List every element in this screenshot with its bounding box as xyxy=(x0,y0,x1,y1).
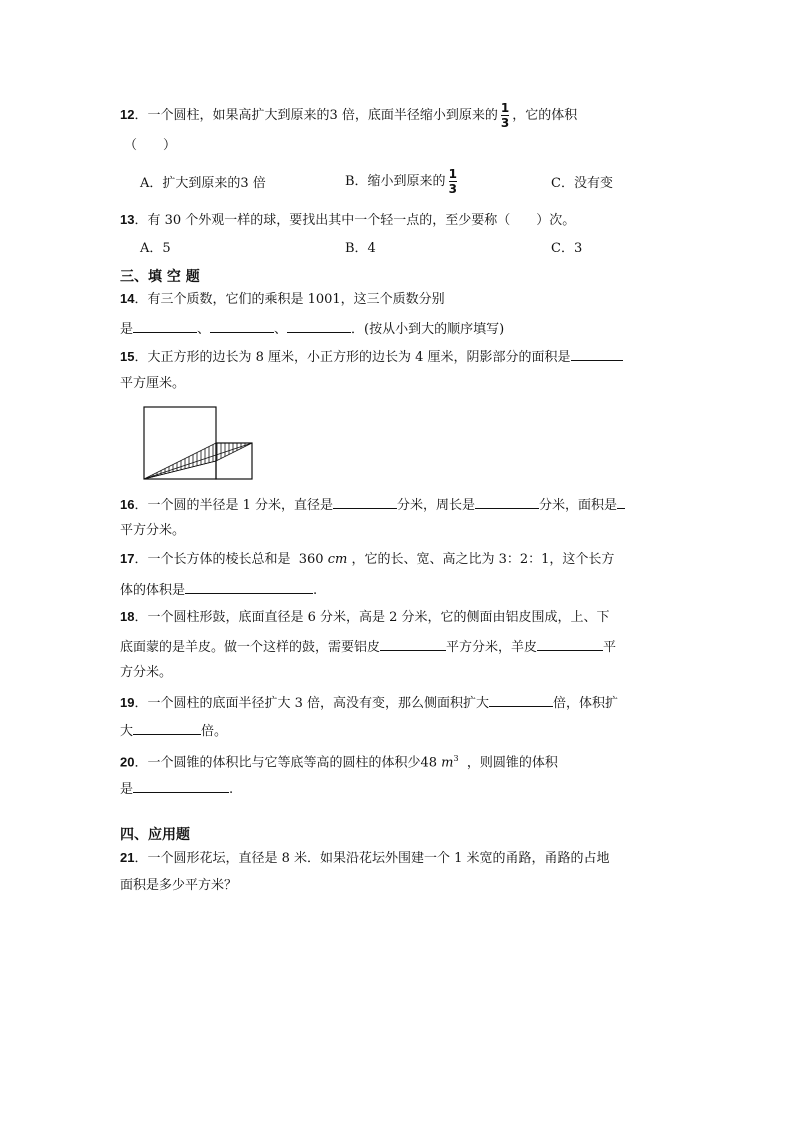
q19-line2: 大 倍。 xyxy=(120,720,227,741)
q15-text: ．大正方形的边长为 8 厘米，小正方形的边长为 4 厘米，阴影部分的面积是 xyxy=(134,350,571,365)
section-heading: 三、填 空 题 xyxy=(120,269,200,285)
question-number: 19 xyxy=(120,695,135,710)
q12-line1 xyxy=(120,102,577,129)
answer-blank[interactable] xyxy=(617,494,625,509)
answer-blank[interactable] xyxy=(287,318,351,333)
answer-paren[interactable]: （ ） xyxy=(124,138,177,153)
q16-line2: 平方分米。 xyxy=(120,523,186,538)
answer-blank[interactable] xyxy=(537,636,603,651)
answer-blank[interactable] xyxy=(133,318,197,333)
q18-line2: 底面蒙的是羊皮。做一个这样的鼓，需要铝皮 平方分米，羊皮 平 xyxy=(120,636,616,657)
q15-line2: 平方厘米。 xyxy=(120,376,186,391)
answer-blank[interactable] xyxy=(333,494,397,509)
answer-blank[interactable] xyxy=(380,636,446,651)
question-number: 16 xyxy=(120,497,135,512)
q14-line1 xyxy=(120,290,445,309)
q18-line1: 18．一个圆柱形鼓，底面直径是 6 分米，高是 2 分米，它的侧面由铝皮围成，上、下 xyxy=(120,609,610,625)
question-number: 12 xyxy=(120,107,135,122)
answer-blank[interactable] xyxy=(489,692,553,707)
question-number: 15 xyxy=(120,349,135,364)
question-number: 18 xyxy=(120,609,135,624)
q15-line1 xyxy=(120,346,623,367)
q21-line2: 面积是多少平方米？ xyxy=(120,878,238,893)
q18-line3: 方分米。 xyxy=(120,665,173,680)
q20-line1: 20．一个圆锥的体积比与它等底等高的圆柱的体积少48 $m^3$ ，则圆锥的体积 xyxy=(120,754,558,771)
question-number: 20 xyxy=(120,754,135,770)
section-heading: 四、应用题 xyxy=(120,827,190,843)
option-a[interactable]: A．扩大到原来的3 倍 xyxy=(140,176,266,191)
answer-blank[interactable] xyxy=(475,494,539,509)
question-number: 13 xyxy=(120,212,135,227)
q16-line1: 16．一个圆的半径是 1 分米，直径是 分米，周长是 分米，面积是 xyxy=(120,494,625,515)
answer-blank[interactable] xyxy=(210,318,274,333)
q14-line2: 是 、 、 ．(按从小到大的顺序填写) xyxy=(120,318,504,339)
option-c[interactable]: C．没有变 xyxy=(551,176,613,191)
answer-blank[interactable] xyxy=(571,346,623,361)
fraction-one-third: $\frac{1}{3}$ xyxy=(448,167,457,196)
q12-text-end: ，它的体积 xyxy=(512,108,578,123)
question-number: 17 xyxy=(120,551,135,566)
q17-line1: 17．一个长方体的棱长总和是 360 cm ，它的长、宽、高之比为 3：2：1，这个长方 xyxy=(120,551,615,567)
answer-blank[interactable] xyxy=(133,720,201,735)
q20-line2: 是 . xyxy=(120,778,233,799)
q21-line1: 21．一个圆形花坛，直径是 8 米．如果沿花坛外围建一个 1 米宽的甬路，甬路的占地 xyxy=(120,850,610,866)
q17-line2: 体的体积是 . xyxy=(120,579,317,600)
option-b[interactable]: B．4 xyxy=(345,241,376,256)
answer-blank[interactable] xyxy=(133,778,229,793)
squares-figure xyxy=(140,403,256,485)
option-a[interactable]: A．5 xyxy=(140,241,171,256)
q14-text: ．有三个质数，它们的乘积是 1001，这三个质数分别 xyxy=(134,292,445,307)
q19-line1: 19．一个圆柱的底面半径扩大 3 倍，高没有变，那么侧面积扩大 倍，体积扩 xyxy=(120,692,618,713)
q13-line1 xyxy=(120,211,575,230)
option-b[interactable]: B．缩小到原来的 $\frac{1}{3}$ xyxy=(345,167,457,196)
q13-text: ．有 30 个外观一样的球，要找出其中一个轻一点的，至少要称（ ）次。 xyxy=(134,213,576,228)
fraction-one-third: $\frac{1}{3}$ xyxy=(500,101,510,130)
answer-blank[interactable] xyxy=(185,579,313,594)
question-number: 14 xyxy=(120,291,135,306)
option-c[interactable]: C．3 xyxy=(551,241,583,256)
q12-text: ．一个圆柱，如果高扩大到原来的3 倍，底面半径缩小到原来的 xyxy=(134,108,498,123)
question-number: 21 xyxy=(120,850,135,865)
